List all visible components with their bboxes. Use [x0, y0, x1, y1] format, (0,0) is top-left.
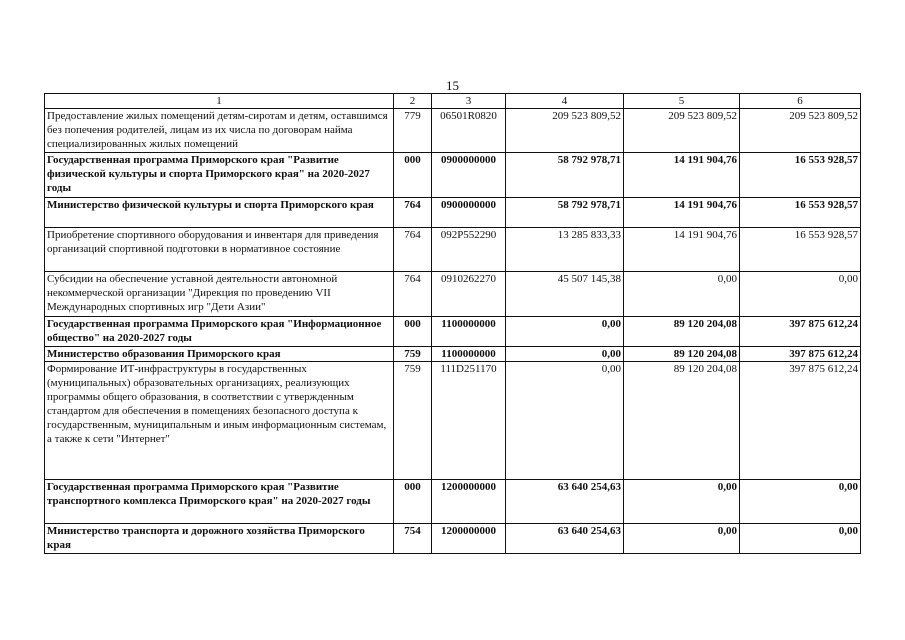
- row-amount-col5-cell: 89 120 204,08: [624, 317, 740, 347]
- table-row: [45, 272, 861, 317]
- row-grbs-code-cell: 000: [394, 153, 432, 198]
- row-amount-col4-cell: 63 640 254,63: [506, 480, 624, 524]
- row-amount-col5-cell: 89 120 204,08: [624, 362, 740, 480]
- row-amount-col6-cell: 16 553 928,57: [740, 153, 861, 198]
- row-amount-col4-cell: 13 285 833,33: [506, 228, 624, 272]
- row-amount-col6-cell: 16 553 928,57: [740, 228, 861, 272]
- row-amount-col6-cell: 0,00: [740, 480, 861, 524]
- row-amount-col6-cell: 0,00: [740, 272, 861, 317]
- row-amount-col6-cell: 209 523 809,52: [740, 109, 861, 153]
- row-amount-col4-cell: 0,00: [506, 362, 624, 480]
- row-grbs-code-cell: 779: [394, 109, 432, 153]
- row-grbs-code-cell: 764: [394, 228, 432, 272]
- row-name-cell: Формирование ИТ-инфраструктуры в государственных (муниципальных) образовательных организациях, реализующих программы общего образования, в соответствии с утвержденным стандартом для обеспечения в помещениях безопасного доступа к государственным, муниципальным и иным информационным системам, а также к сети "Интернет": [45, 362, 394, 480]
- row-name-cell: Государственная программа Приморского края "Развитие физической культуры и спорта Приморского края" на 2020-2027 годы: [45, 153, 394, 198]
- column-header: 2: [394, 94, 432, 109]
- row-amount-col4-cell: 63 640 254,63: [506, 524, 624, 554]
- row-grbs-code-cell: 764: [394, 198, 432, 228]
- row-amount-col4-cell: 58 792 978,71: [506, 153, 624, 198]
- row-grbs-code-cell: 759: [394, 362, 432, 480]
- row-name-cell: Министерство образования Приморского края: [45, 347, 394, 362]
- row-grbs-code-cell: 759: [394, 347, 432, 362]
- row-target-article-cell: 0910262270: [432, 272, 506, 317]
- row-target-article-cell: 1100000000: [432, 317, 506, 347]
- row-amount-col4-cell: 209 523 809,52: [506, 109, 624, 153]
- row-target-article-cell: 092P552290: [432, 228, 506, 272]
- table-row: [45, 347, 861, 362]
- row-amount-col5-cell: 0,00: [624, 272, 740, 317]
- row-target-article-cell: 1200000000: [432, 480, 506, 524]
- column-header: 4: [506, 94, 624, 109]
- table-row: [45, 109, 861, 153]
- table-body: [45, 109, 861, 554]
- column-header: 3: [432, 94, 506, 109]
- row-amount-col5-cell: 14 191 904,76: [624, 228, 740, 272]
- table-row: [45, 153, 861, 198]
- row-amount-col4-cell: 58 792 978,71: [506, 198, 624, 228]
- table-row: [45, 198, 861, 228]
- row-amount-col6-cell: 16 553 928,57: [740, 198, 861, 228]
- row-target-article-cell: 0900000000: [432, 153, 506, 198]
- row-name-cell: Министерство транспорта и дорожного хозяйства Приморского края: [45, 524, 394, 554]
- row-amount-col4-cell: 0,00: [506, 317, 624, 347]
- table-row: [45, 480, 861, 524]
- column-header: 5: [624, 94, 740, 109]
- row-grbs-code-cell: 754: [394, 524, 432, 554]
- table-row: [45, 317, 861, 347]
- row-grbs-code-cell: 000: [394, 317, 432, 347]
- row-grbs-code-cell: 000: [394, 480, 432, 524]
- page-number: 15: [446, 78, 459, 93]
- row-amount-col5-cell: 0,00: [624, 524, 740, 554]
- row-target-article-cell: 1200000000: [432, 524, 506, 554]
- row-name-cell: Предоставление жилых помещений детям-сиротам и детям, оставшимся без попечения родителей, лицам из их числа по договорам найма специализированных жилых помещений: [45, 109, 394, 153]
- row-amount-col6-cell: 397 875 612,24: [740, 317, 861, 347]
- row-amount-col6-cell: 0,00: [740, 524, 861, 554]
- column-header: 1: [45, 94, 394, 109]
- row-target-article-cell: 0900000000: [432, 198, 506, 228]
- row-name-cell: Субсидии на обеспечение уставной деятельности автономной некоммерческой организации "Дирекция по проведению VII Международных спортивных игр "Дети Азии": [45, 272, 394, 317]
- row-target-article-cell: 111D251170: [432, 362, 506, 480]
- row-amount-col6-cell: 397 875 612,24: [740, 347, 861, 362]
- row-name-cell: Министерство физической культуры и спорта Приморского края: [45, 198, 394, 228]
- row-amount-col5-cell: 0,00: [624, 480, 740, 524]
- row-name-cell: Государственная программа Приморского края "Развитие транспортного комплекса Приморского края" на 2020-2027 годы: [45, 480, 394, 524]
- table-row: [45, 524, 861, 554]
- table-row: [45, 362, 861, 480]
- row-amount-col5-cell: 89 120 204,08: [624, 347, 740, 362]
- row-target-article-cell: 1100000000: [432, 347, 506, 362]
- table-row: [45, 228, 861, 272]
- row-amount-col5-cell: 14 191 904,76: [624, 198, 740, 228]
- column-header: 6: [740, 94, 861, 109]
- row-amount-col6-cell: 397 875 612,24: [740, 362, 861, 480]
- row-name-cell: Государственная программа Приморского края "Информационное общество" на 2020-2027 годы: [45, 317, 394, 347]
- row-grbs-code-cell: 764: [394, 272, 432, 317]
- row-target-article-cell: 06501R0820: [432, 109, 506, 153]
- header-row: [45, 94, 861, 109]
- row-name-cell: Приобретение спортивного оборудования и инвентаря для приведения организаций спортивной подготовки в нормативное состояние: [45, 228, 394, 272]
- row-amount-col5-cell: 209 523 809,52: [624, 109, 740, 153]
- row-amount-col5-cell: 14 191 904,76: [624, 153, 740, 198]
- row-amount-col4-cell: 0,00: [506, 347, 624, 362]
- row-amount-col4-cell: 45 507 145,38: [506, 272, 624, 317]
- budget-table: [44, 93, 861, 554]
